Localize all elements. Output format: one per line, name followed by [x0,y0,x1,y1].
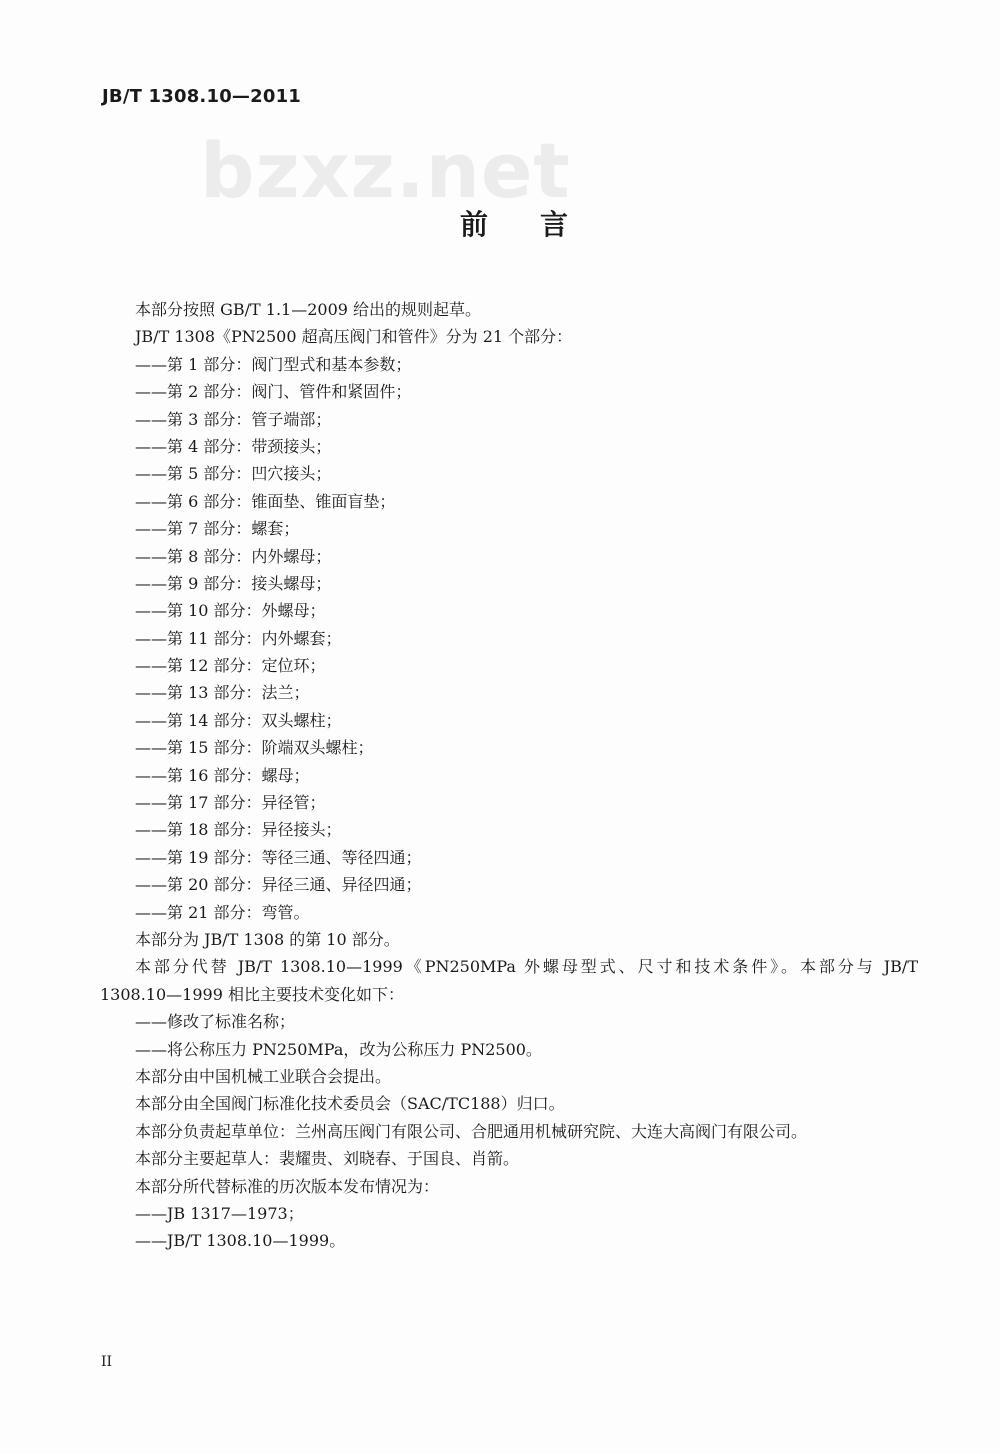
part-list-item: ——第 16 部分：螺母； [135,765,310,785]
watermark: bzxz.net [200,126,571,215]
part-list-item: ——第 15 部分：阶端双头螺柱； [135,738,374,758]
part-list-item: ——第 9 部分：接头螺母； [135,573,332,593]
part-list-item: ——第 19 部分：等径三通、等径四通； [135,847,422,867]
intro-line: JB/T 1308《PN2500 超高压阀门和管件》分为 21 个部分： [135,327,573,347]
info-line: 本部分由中国机械工业联合会提出。 [135,1066,392,1086]
change-item: ——修改了标准名称； [135,1012,296,1032]
part-list-item: ——第 12 部分：定位环； [135,656,326,676]
change-item: ——将公称压力 PN250MPa，改为公称压力 PN2500。 [135,1039,542,1059]
intro-line: 本部分按照 GB/T 1.1—2009 给出的规则起草。 [135,300,482,319]
info-line: 本部分由全国阀门标准化技术委员会（SAC/TC188）归口。 [135,1094,565,1114]
part-list-item: ——第 14 部分：双头螺柱； [135,710,342,730]
foreword-body [100,296,918,1255]
part-list-item: ——第 2 部分：阀门、管件和紧固件； [135,382,412,402]
part-list-item: ——第 17 部分：异径管； [135,793,326,813]
replacement-line: 1308.10—1999 相比主要技术变化如下： [100,984,404,1004]
part-statement: 本部分为 JB/T 1308 的第 10 部分。 [135,929,400,949]
part-list-item: ——第 18 部分：异径接头； [135,820,342,840]
history-item: ——JB/T 1308.10—1999。 [135,1231,346,1251]
page-number: II [101,1354,113,1370]
part-list-item: ——第 6 部分：锥面垫、锥面盲垫； [135,491,396,511]
part-list-item: ——第 8 部分：内外螺母； [135,546,332,566]
part-list-item: ——第 4 部分：带颈接头； [135,436,332,456]
part-list-item: ——第 21 部分：弯管。 [135,902,310,922]
part-list-item: ——第 7 部分：螺套； [135,519,300,539]
document-id: JB/T 1308.10—2011 [102,86,302,107]
part-list-item: ——第 3 部分：管子端部； [135,409,332,429]
replacement-line: 本部分代替 JB/T 1308.10—1999《PN250MPa 外螺母型式、尺寸和技术条件》。本部分与 JB/T [135,957,918,977]
info-line: 本部分所代替标准的历次版本发布情况为： [135,1176,440,1196]
part-list-item: ——第 11 部分：内外螺套； [135,628,342,648]
info-line: 本部分负责起草单位：兰州高压阀门有限公司、合肥通用机械研究院、大连大高阀门有限公司。 [135,1121,808,1141]
part-list-item: ——第 10 部分：外螺母； [135,601,326,621]
history-item: ——JB 1317—1973； [135,1203,304,1223]
page-title: 前言 [460,208,621,241]
info-line: 本部分主要起草人：裴耀贵、刘晓春、于国良、肖箭。 [135,1149,520,1169]
part-list-item: ——第 1 部分：阀门型式和基本参数； [135,354,412,374]
part-list-item: ——第 13 部分：法兰； [135,683,310,703]
part-list-item: ——第 20 部分：异径三通、异径四通； [135,875,422,895]
part-list-item: ——第 5 部分：凹穴接头； [135,464,332,484]
